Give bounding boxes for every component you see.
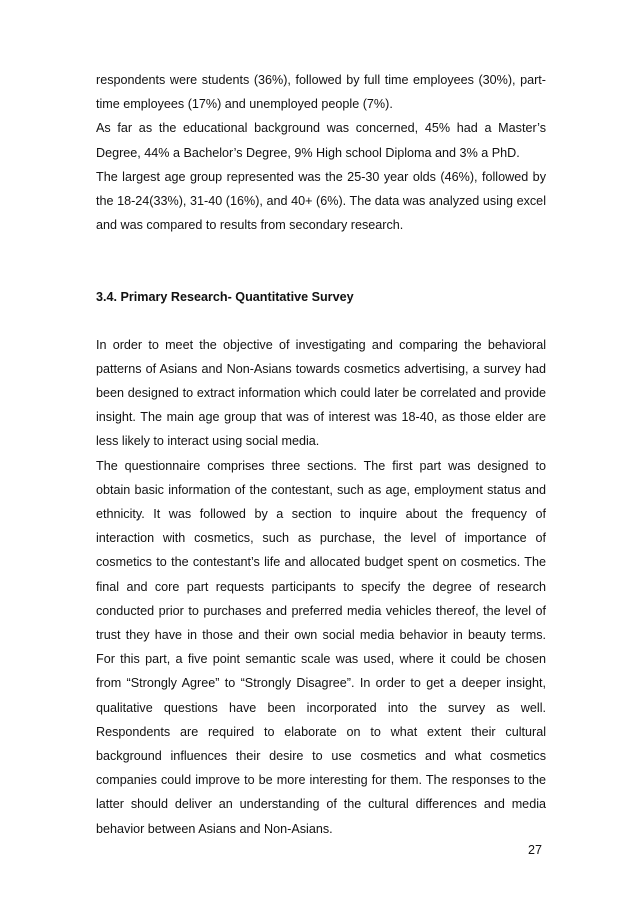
paragraph-questionnaire: The questionnaire comprises three sections. The first part was designed to obtain basic information of the contestant, such as age, employment status and ethnicity. It was followed by a section to inquire about the frequency of interaction with cosmetics, such as purchase, the level of importance of cosmetics to the contestant’s life and allocated budget spent on cosmetics. The final and core part requests participants to specify the degree of research conducted prior to purchases and preferred media vehicles thereof, the level of trust they have in those and their own social media behavior in beauty terms. For this part, a five point semantic scale was used, where it could be chosen from “Strongly Agree” to “Strongly Disagree”. In order to get a deeper insight, qualitative questions have been incorporated into the survey as well. Respondents are required to elaborate on to what extent their cultural background influences their desire to use cosmetics and what cosmetics companies could improve to be more interesting for them. The responses to the latter should deliver an understanding of the cultural differences and media behavior between Asians and Non-Asians. <box>96 458 546 836</box>
paragraph-age-groups: The largest age group represented was the 25-30 year olds (46%), followed by the 18-24(33%), 31-40 (16%), and 40+ (6%). The data was analyzed using excel and was compared to results from secondary research. <box>96 169 546 233</box>
section-spacer <box>96 237 546 285</box>
section-heading: 3.4. Primary Research- Quantitative Survey <box>96 290 354 305</box>
heading-spacer <box>96 310 546 333</box>
paragraph-education: As far as the educational background was concerned, 45% had a Master’s Degree, 44% a Bachelor’s Degree, 9% High school Diploma and 3% a PhD. <box>96 121 546 160</box>
paragraph-respondents: respondents were students (36%), followed by full time employees (30%), part-time employees (17%) and unemployed people (7%). <box>96 73 546 112</box>
page-number: 27 <box>527 843 542 857</box>
document-body <box>96 68 546 841</box>
paragraph-objective: In order to meet the objective of investigating and comparing the behavioral patterns of Asians and Non-Asians towards cosmetics advertising, a survey had been designed to extract information which could later be correlated and provide insight. The main age group that was of interest was 18-40, as those elder are less likely to interact using social media. <box>96 337 546 449</box>
